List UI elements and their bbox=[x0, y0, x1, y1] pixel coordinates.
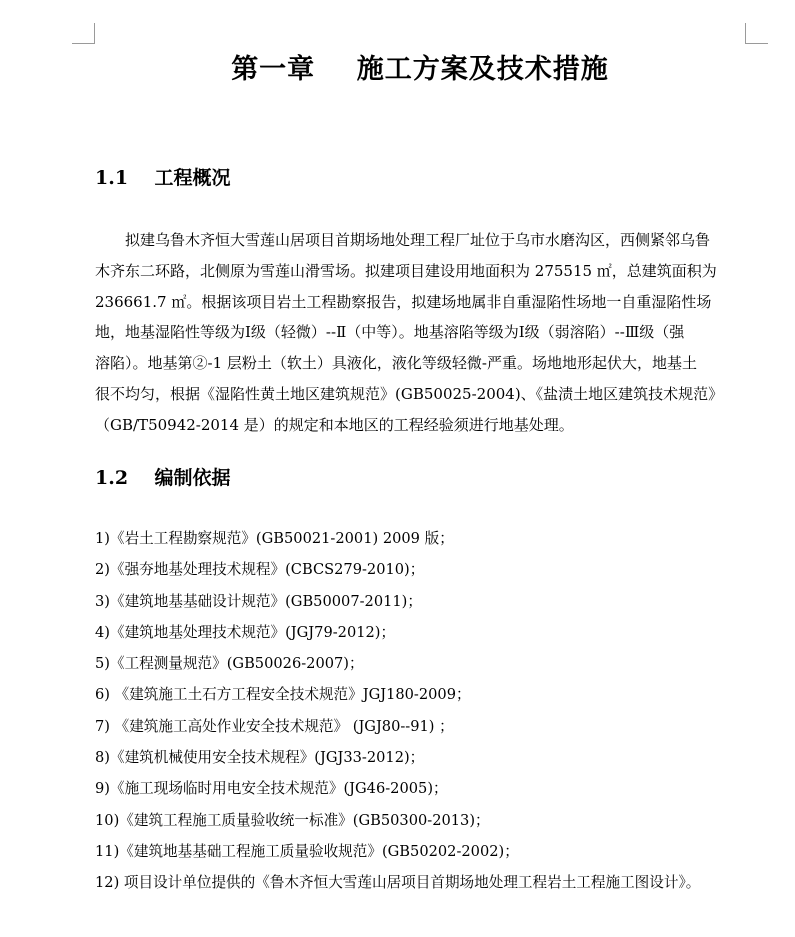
basis-list bbox=[95, 523, 755, 899]
list-item: 3)《建筑地基基础设计规范》(GB50007-2011)； bbox=[95, 592, 422, 610]
page-corner-mark-top-left bbox=[72, 23, 95, 44]
section-heading-basis: 1.2 编制依据 bbox=[95, 467, 231, 489]
paragraph-line: 236661.7 ㎡。根据该项目岩土工程勘察报告，拟建场地属非自重湿陷性场地一自重湿陷性场 bbox=[95, 292, 712, 311]
list-item: 7) 《建筑施工高处作业安全技术规范》 (JGJ80--91) ； bbox=[95, 717, 454, 735]
paragraph-line: 溶陷）。地基第②-1 层粉土（软土）具液化，液化等级轻微-严重。场地地形起伏大，地基土 bbox=[95, 354, 697, 373]
list-item: 1)《岩土工程勘察规范》(GB50021-2001) 2009 版； bbox=[95, 530, 454, 547]
list-item: 2)《强夯地基处理技术规程》(CBCS279-2010)； bbox=[95, 561, 425, 579]
list-item: 11)《建筑地基基础工程施工质量验收规范》(GB50202-2002)； bbox=[95, 842, 519, 860]
paragraph-line: 拟建乌鲁木齐恒大雪莲山居项目首期场地处理工程厂址位于乌市水磨沟区，西侧紧邻乌鲁 bbox=[125, 231, 711, 249]
section-heading-overview: 1.1 工程概况 bbox=[95, 167, 231, 189]
list-item: 5)《工程测量规范》(GB50026-2007)； bbox=[95, 655, 364, 673]
paragraph-line: 木齐东二环路，北侧原为雪莲山滑雪场。拟建项目建设用地面积为 275515 ㎡，总建筑面积为 bbox=[95, 261, 717, 280]
list-item: 9)《施工现场临时用电安全技术规范》(JG46-2005)； bbox=[95, 780, 448, 798]
list-item: 6) 《建筑施工土石方工程安全技术规范》JGJ180-2009； bbox=[95, 686, 471, 704]
overview-paragraph bbox=[95, 225, 745, 441]
list-item: 12) 项目设计单位提供的《鲁木齐恒大雪莲山居项目首期场地处理工程岩土工程施工图设计》。 bbox=[95, 874, 701, 892]
paragraph-line: 地，地基湿陷性等级为Ⅰ级（轻微）--Ⅱ（中等）。地基溶陷等级为Ⅰ级（弱溶陷）--Ⅲ级（强 bbox=[95, 323, 685, 342]
list-item: 4)《建筑地基处理技术规范》(JGJ79-2012)； bbox=[95, 623, 396, 641]
chapter-title: 第一章 施工方案及技术措施 bbox=[231, 54, 609, 85]
list-item: 10)《建筑工程施工质量验收统一标准》(GB50300-2013)； bbox=[95, 811, 490, 829]
paragraph-line: 很不均匀，根据《湿陷性黄土地区建筑规范》(GB50025-2004)、《盐渍土地区建筑技术规范》 bbox=[95, 384, 724, 403]
paragraph-line: （GB/T50942-2014 是）的规定和本地区的工程经验须进行地基处理。 bbox=[95, 415, 574, 434]
list-item: 8)《建筑机械使用安全技术规程》(JGJ33-2012)； bbox=[95, 749, 425, 767]
page-corner-mark-top-right bbox=[745, 23, 768, 44]
